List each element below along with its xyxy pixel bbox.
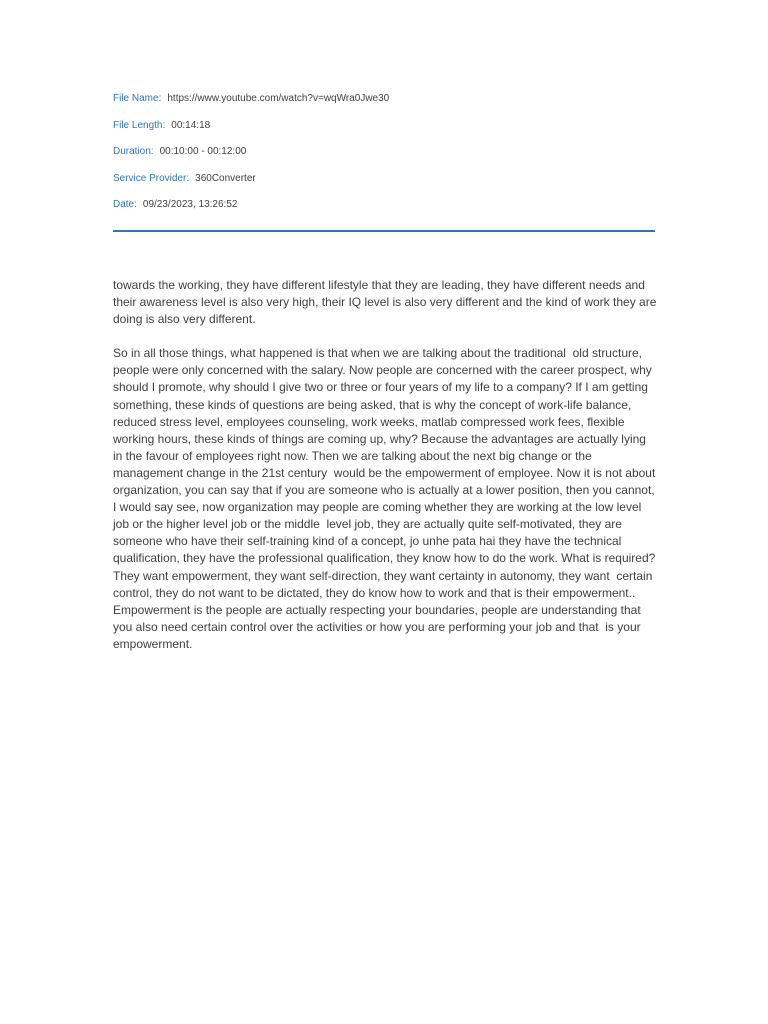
transcript-paragraph: So in all those things, what happened is that when we are talking about the traditional old structure, people were only concerned with the salary. Now people are concerned with the career prospect, why should I promote, why should I give two or three or four years of my life to a company? If I am getting something, these kinds of questions are being asked, that is why the concept of work-life balance, reduced stress level, employees counseling, work weeks, matlab compressed work fees, flexible working hours, these kinds of things are coming up, why? Because the advantages are actually lying in the favour of employees right now. Then we are talking about the next big change or the management change in the 21st century would be the empowerment of employee. Now it is not about organization, you can say that if you are someone who is actually at a lower position, then you cannot, I would say see, now organization may people are coming whether they are working at the low level job or the higher level job or the middle level job, they are actually quite self-motivated, they are someone who have their self-training kind of a concept, jo unhe pata hai they have the technical qualification, they have the professional qualification, they know how to do the work. What is required? They want empowerment, they want self-direction, they want certainty in autonomy, they want certain control, they do not want to be dictated, they do know how to work and that is their empowerment.. Empowerment is the people are actually respecting your boundaries, people are understanding that you also need certain control over the activities or how you are performing your job and that is your empowerment. xyxy=(113,346,659,651)
service-provider-row xyxy=(113,170,655,188)
transcript-body xyxy=(113,277,658,670)
service-provider-value: 360Converter xyxy=(195,172,256,184)
transcript-paragraph: towards the working, they have different lifestyle that they are leading, they have different needs and their awareness level is also very high, their IQ level is also very different and the kind of work they are doing is also very different. xyxy=(113,278,660,327)
date-value: 09/23/2023, 13:26:52 xyxy=(142,199,238,210)
duration-value: 00:10:00 - 00:12:00 xyxy=(159,146,247,157)
file-metadata xyxy=(113,90,655,223)
header-divider xyxy=(113,230,655,232)
file-length-value: 00:14:18 xyxy=(171,119,211,131)
duration-row xyxy=(113,143,655,161)
date-label: Date: xyxy=(113,199,137,210)
file-length-row xyxy=(113,117,655,135)
file-name-row xyxy=(113,90,655,108)
service-provider-label: Service Provider: xyxy=(113,172,190,184)
file-name-label: File Name: xyxy=(113,93,162,104)
date-row xyxy=(113,196,655,214)
file-length-label: File Length: xyxy=(113,119,166,131)
duration-label: Duration: xyxy=(113,146,154,157)
file-name-value: https://www.youtube.com/watch?v=wqWra0Jwe30 xyxy=(167,93,390,104)
